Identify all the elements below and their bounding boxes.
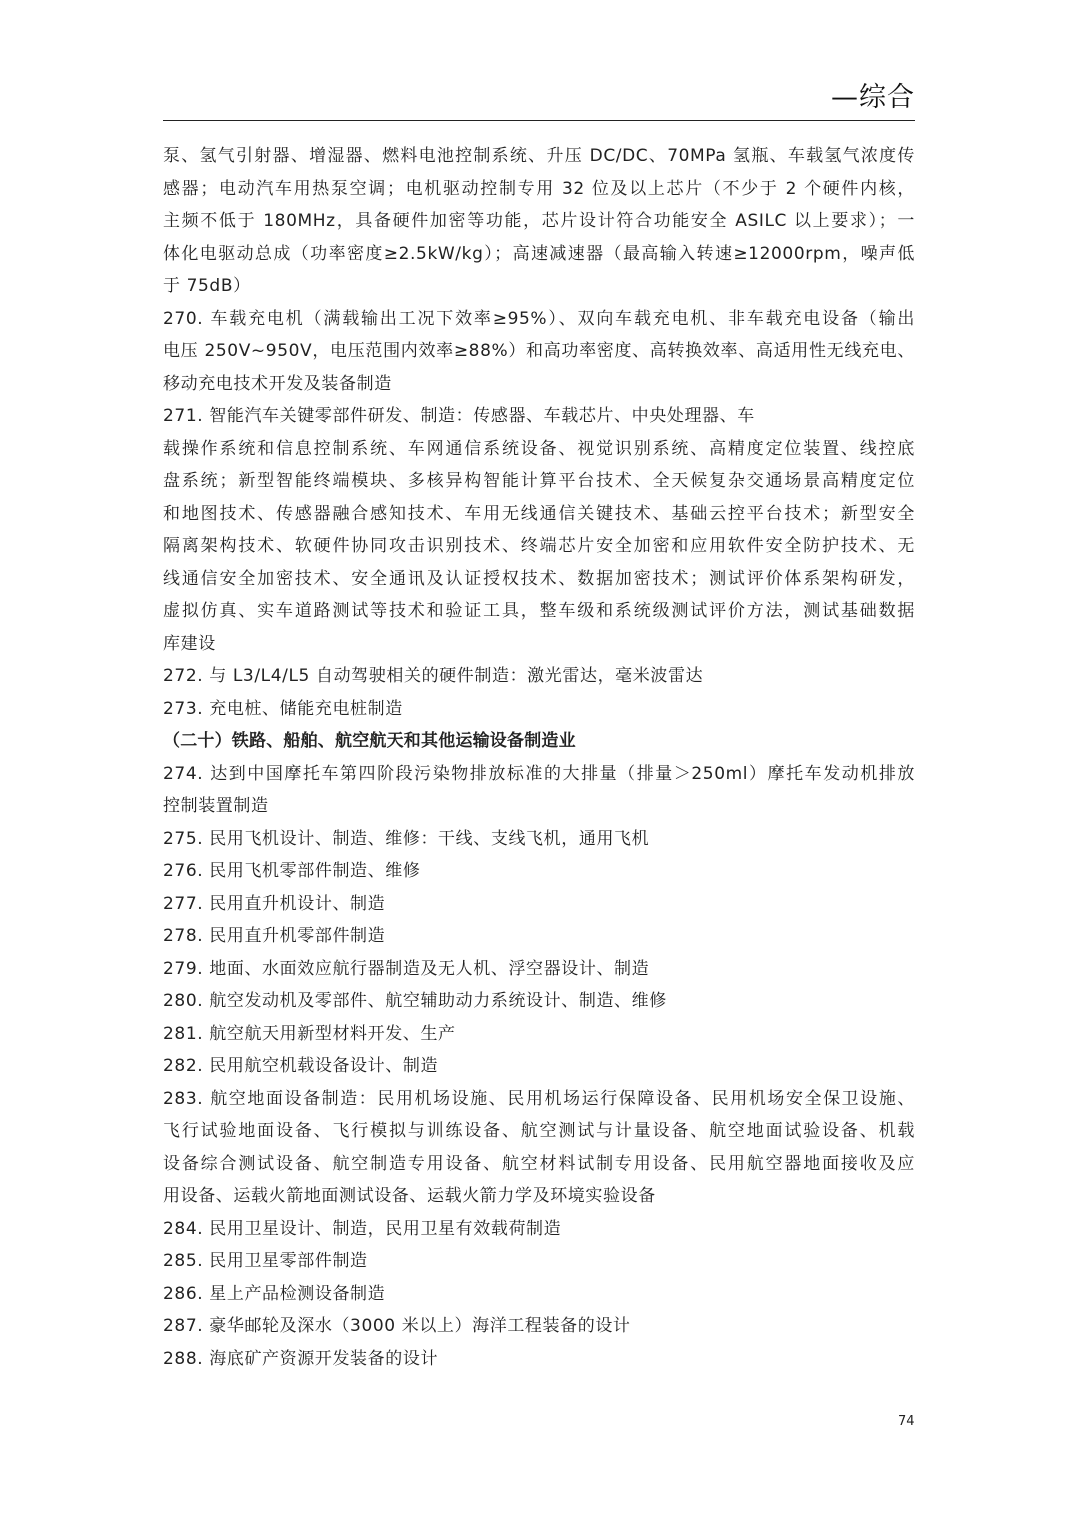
text-line: 288. 海底矿产资源开发装备的设计 [163, 1348, 439, 1369]
text-line: 277. 民用直升机设计、制造 [163, 893, 386, 914]
text-line: 275. 民用飞机设计、制造、维修：干线、支线飞机，通用飞机 [163, 828, 650, 849]
text-line: 280. 航空发动机及零部件、航空辅助动力系统设计、制造、维修 [163, 991, 667, 1011]
text-line: 隔离架构技术、软硬件协同攻击识别技术、终端芯片安全加密和应用软件安全防护技术、无 [163, 536, 915, 556]
text-line: 电压 250V~950V，电压范围内效率≥88%）和高功率密度、高转换效率、高适用性无线充电、 [163, 341, 915, 361]
text-line: 体化电驱动总成（功率密度≥2.5kW/kg）；高速减速器（最高输入转速≥12000rpm，噪声低 [163, 243, 915, 264]
text-line: 用设备、运载火箭地面测试设备、运载火箭力学及环境实验设备 [163, 1186, 656, 1206]
text-line: 283. 航空地面设备制造：民用机场设施、民用机场运行保障设备、民用机场安全保卫设施、 [163, 1088, 915, 1109]
text-line: 284. 民用卫星设计、制造，民用卫星有效载荷制造 [163, 1218, 562, 1239]
text-line: 276. 民用飞机零部件制造、维修 [163, 861, 421, 881]
text-line: 线通信安全加密技术、安全通讯及认证授权技术、数据加密技术；测试评价体系架构研发， [163, 568, 915, 589]
page-number: 74 [898, 1414, 915, 1429]
text-line: 272. 与 L3/L4/L5 自动驾驶相关的硬件制造：激光雷达，毫米波雷达 [163, 666, 704, 686]
text-line: 控制装置制造 [163, 796, 269, 816]
header-title: —综合 [831, 82, 915, 113]
text-line: 设备综合测试设备、航空制造专用设备、航空材料试制专用设备、民用航空器地面接收及应 [163, 1153, 915, 1174]
text-line: 主频不低于 180MHz，具备硬件加密等功能，芯片设计符合功能安全 ASILC 以上要求）；一 [163, 211, 915, 231]
text-line: 和地图技术、传感器融合感知技术、车用无线通信关键技术、基础云控平台技术；新型安全 [163, 503, 915, 524]
text-line: 感器；电动汽车用热泵空调；电机驱动控制专用 32 位及以上芯片（不少于 2 个硬件内核， [163, 178, 915, 199]
text-line: 于 75dB） [163, 276, 251, 296]
page-header [163, 78, 915, 121]
text-line: 279. 地面、水面效应航行器制造及无人机、浮空器设计、制造 [163, 958, 650, 979]
text-line: 285. 民用卫星零部件制造 [163, 1251, 368, 1271]
text-line: 库建设 [163, 633, 216, 654]
text-line: 泵、氢气引射器、增湿器、燃料电池控制系统、升压 DC/DC、70MPa 氢瓶、车载氢气浓度传 [163, 146, 915, 166]
text-line: 274. 达到中国摩托车第四阶段污染物排放标准的大排量（排量＞250ml）摩托车发动机排放 [163, 763, 915, 784]
text-line: 273. 充电桩、储能充电桩制造 [163, 698, 403, 719]
text-line: 载操作系统和信息控制系统、车网通信系统设备、视觉识别系统、高精度定位装置、线控底 [163, 438, 915, 459]
text-line: 盘系统；新型智能终端模块、多核异构智能计算平台技术、全天候复杂交通场景高精度定位 [163, 471, 915, 491]
text-line: 282. 民用航空机载设备设计、制造 [163, 1056, 439, 1076]
text-line: 281. 航空航天用新型材料开发、生产 [163, 1023, 456, 1044]
section-heading: （二十）铁路、船舶、航空航天和其他运输设备制造业 [163, 731, 576, 751]
text-line: 虚拟仿真、实车道路测试等技术和验证工具，整车级和系统级测试评价方法，测试基础数据 [163, 601, 915, 621]
text-line: 286. 星上产品检测设备制造 [163, 1283, 386, 1304]
text-line: 287. 豪华邮轮及深水（3000 米以上）海洋工程装备的设计 [163, 1316, 631, 1336]
text-line: 271. 智能汽车关键零部件研发、制造：传感器、车载芯片、中央处理器、车 [163, 406, 755, 426]
text-line: 移动充电技术开发及装备制造 [163, 373, 392, 394]
text-line: 270. 车载充电机（满载输出工况下效率≥95%）、双向车载充电机、非车载充电设备（输出 [163, 308, 915, 329]
text-line: 飞行试验地面设备、飞行模拟与训练设备、航空测试与计量设备、航空地面试验设备、机载 [163, 1121, 915, 1141]
text-line: 278. 民用直升机零部件制造 [163, 926, 386, 946]
document-body [163, 140, 915, 1375]
